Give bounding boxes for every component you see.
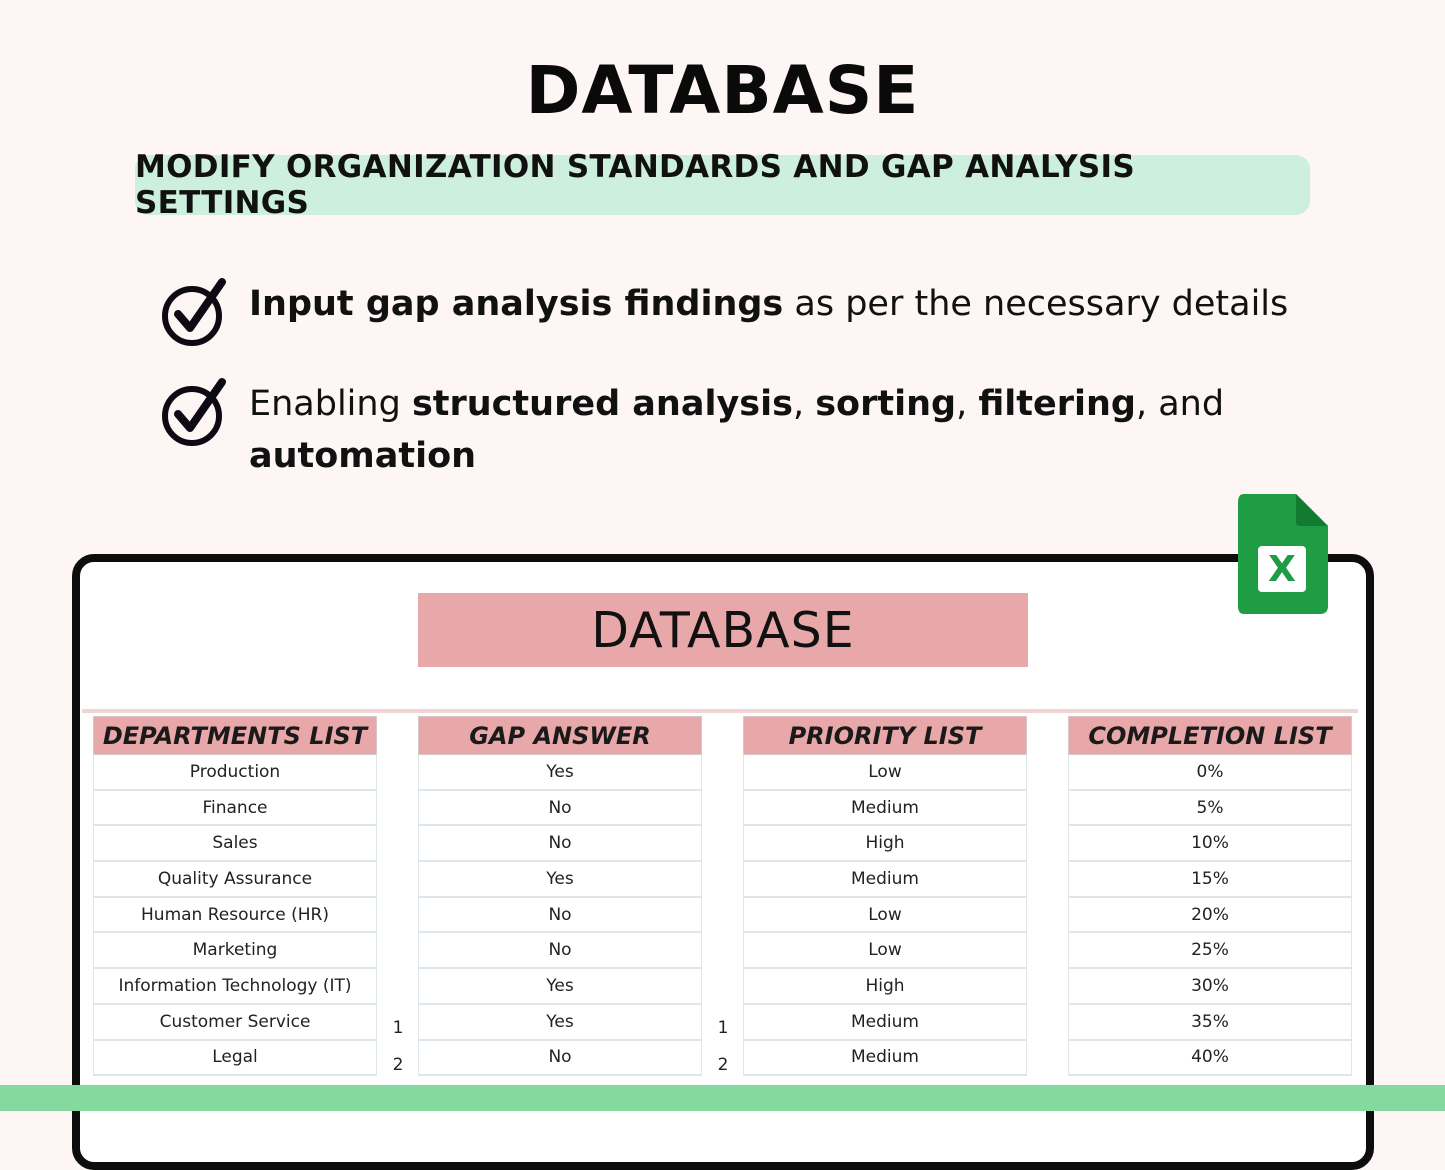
table-cell[interactable]: Medium	[743, 862, 1027, 898]
table-cell[interactable]: No	[418, 826, 702, 862]
departments-list-table	[93, 716, 377, 1076]
table-cell[interactable]: 15%	[1068, 862, 1352, 898]
column-header: COMPLETION LIST	[1068, 716, 1352, 755]
checkmark-circle-icon	[160, 378, 230, 448]
subtitle-banner	[135, 149, 1310, 221]
table-cell[interactable]: Yes	[418, 969, 702, 1005]
feature-text-2: Enabling structured analysis, sorting, filtering, and automation	[249, 384, 1225, 476]
row-index: 2	[717, 1055, 729, 1075]
table-cell[interactable]: Legal	[93, 1041, 377, 1077]
table-cell[interactable]: Yes	[418, 755, 702, 791]
sheet-title: DATABASE	[591, 601, 855, 659]
table-cell[interactable]: Production	[93, 755, 377, 791]
laptop-screen-frame	[72, 554, 1374, 1170]
table-cell[interactable]: 30%	[1068, 969, 1352, 1005]
checkmark-circle-icon	[160, 278, 230, 348]
table-cell[interactable]: High	[743, 826, 1027, 862]
excel-icon	[1238, 494, 1328, 614]
table-cell[interactable]: Medium	[743, 791, 1027, 827]
table-cell[interactable]: Marketing	[93, 933, 377, 969]
table-cell[interactable]: 35%	[1068, 1005, 1352, 1041]
table-cell[interactable]: No	[418, 898, 702, 934]
row-index: 2	[392, 1055, 404, 1075]
table-cell[interactable]: Yes	[418, 1005, 702, 1041]
table-cell[interactable]: Medium	[743, 1005, 1027, 1041]
table-cell[interactable]: 0%	[1068, 755, 1352, 791]
table-cell[interactable]: No	[418, 1041, 702, 1077]
table-cell[interactable]: 5%	[1068, 791, 1352, 827]
table-cell[interactable]: Low	[743, 933, 1027, 969]
table-cell[interactable]: Human Resource (HR)	[93, 898, 377, 934]
page-title: DATABASE	[525, 52, 920, 129]
row-index: 1	[392, 1018, 404, 1038]
bottom-band	[0, 1085, 1445, 1111]
table-cell[interactable]: 10%	[1068, 826, 1352, 862]
column-header: DEPARTMENTS LIST	[93, 716, 377, 755]
gap-answer-table	[418, 716, 702, 1076]
feature-item-1	[160, 278, 1300, 348]
table-cell[interactable]: Yes	[418, 862, 702, 898]
table-cell[interactable]: Low	[743, 898, 1027, 934]
svg-text:X: X	[1268, 549, 1296, 590]
table-cell[interactable]: Finance	[93, 791, 377, 827]
divider	[82, 709, 1358, 713]
table-cell[interactable]: Medium	[743, 1041, 1027, 1077]
subtitle-text: MODIFY ORGANIZATION STANDARDS AND GAP ANALYSIS SETTINGS	[135, 149, 1136, 221]
table-cell[interactable]: 40%	[1068, 1041, 1352, 1077]
table-cell[interactable]: Low	[743, 755, 1027, 791]
table-cell[interactable]: High	[743, 969, 1027, 1005]
table-cell[interactable]: 25%	[1068, 933, 1352, 969]
table-cell[interactable]: Quality Assurance	[93, 862, 377, 898]
table-cell[interactable]: Customer Service	[93, 1005, 377, 1041]
column-header: PRIORITY LIST	[743, 716, 1027, 755]
row-index: 1	[717, 1018, 729, 1038]
feature-item-2	[160, 378, 1300, 488]
table-cell[interactable]: No	[418, 791, 702, 827]
feature-text-1: Input gap analysis findings as per the necessary details	[249, 284, 1289, 324]
table-cell[interactable]: Information Technology (IT)	[93, 969, 377, 1005]
column-header: GAP ANSWER	[418, 716, 702, 755]
table-cell[interactable]: Sales	[93, 826, 377, 862]
sheet-title-banner	[418, 593, 1028, 667]
completion-list-table	[1068, 716, 1352, 1076]
table-cell[interactable]: No	[418, 933, 702, 969]
priority-list-table	[743, 716, 1027, 1076]
table-cell[interactable]: 20%	[1068, 898, 1352, 934]
